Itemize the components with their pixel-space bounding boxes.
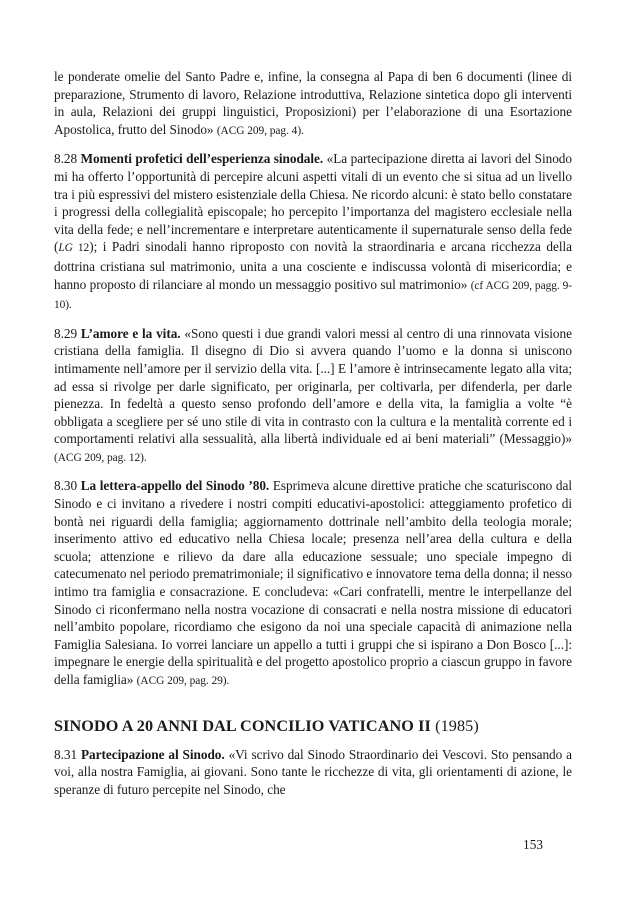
- page-number: 153: [523, 837, 543, 852]
- paragraph-text: Esprimeva alcune direttive pratiche che scaturiscono dal Sinodo e ci invitano a rivedere i nostri compiti educativi-apostolici: atteggiamento profetico di bontà nei riguardi della famiglia; aggiornamento dottrinale nell’ambito della teologia morale; inserimento attivo ed educativo nella Chiesa locale; presenza nell’area della cultura e della scuola; attenzione e rilievo da dare alla educazione sessuale; uno speciale impegno di catecumenato nel periodo prematrimoniale; il significativo e innovatore tema della donna; il nesso intimo tra famiglia e consacrazione. E concludeva: «Cari confratelli, mentre le interpellanze del Sinodo ci riconfermano nella nostra vocazione di consacrati e nella nostra missione di educatori nell’ambito popolare, ricordiamo che esigono da noi una speciale capacità di animazione nella Famiglia Salesiana. Io vorrei lanciare un appello a tutti i gruppi che si ispirano a Don Bosco [...]: impegnare le energie della spiritualità e del progetto apostolico proprio a ciascun gruppo in favore della famiglia»: [54, 478, 572, 687]
- paragraph-continuation: [54, 68, 572, 140]
- section-year: (1985): [430, 716, 479, 735]
- paragraph-text: «Sono questi i due grandi valori messi al centro di una rinnovata visione cristiana della famiglia. Il disegno di Dio si avvera quando l’uomo e la donna si uniscono intimamente nell’amore per il servizio della vita. [...] E l’amore è intrinsecamente legato alla vita; ad essa si rivolge per darle significato, per originarla, per coltivarla, per difenderla, per darle pienezza. In fedeltà a questo senso profondo dell’amore e della vita, la famiglia a volte “è obbligata a scegliere per sé uno stile di vita in contrasto con la cultura e la mentalità corrente ed i comportamenti relativi alla sessualità, alla libertà individuale ed ai beni materiali” (Messaggio)»: [54, 325, 572, 447]
- paragraph-title: L’amore e la vita.: [80, 325, 181, 341]
- section-heading: [54, 716, 572, 736]
- paragraph-text: «Vi scrivo dal Sinodo Straordinario dei Vescovi. Sto pensando a voi, alla nostra Famiglia, ai giovani. Sono tante le ricchezze di vita, gli orientamenti di azione, le speranze di futuro percepite nel Sinodo, che: [54, 746, 572, 797]
- reference: (ACG 209, pag. 4).: [216, 124, 304, 137]
- citation-lg-number: 12: [72, 242, 90, 255]
- paragraph-text-cont: ); i Padri sinodali hanno riproposto con novità la straordinaria e arcana ricchezza della dottrina cristiana sul matrimonio, unita a una cosciente e indiscussa volontà di misericordia; e hanno proposto di rilanciare al mondo un messaggio positivo sul matrimonio»: [54, 239, 572, 292]
- paragraph-number: 8.28: [54, 151, 78, 167]
- paragraph-8-28: [54, 150, 572, 314]
- reference: (ACG 209, pag. 29).: [136, 675, 230, 687]
- reference: (cf ACG 209, pagg. 9-10).: [54, 279, 572, 312]
- paragraph-text: «La partecipazione diretta ai lavori del Sinodo mi ha offerto l’opportunità di percepire alcuni aspetti vitali di un evento che si situa ad un livello tra i più espressivi del mistero esistenziale della Chiesa. Ne ricordo alcuni: è stato bello constatare i progressi della collegialità episcopale; ho percepito l’importanza del magistero ecclesiale nella vita della fede; e nell’incrementare e interpretare autenticamente il supernaturale senso della fede (: [54, 151, 573, 255]
- page-body: [54, 68, 572, 808]
- paragraph-8-30: [54, 477, 572, 690]
- section-title: SINODO A 20 ANNI DAL CONCILIO VATICANO II: [54, 716, 431, 735]
- paragraph-title: La lettera-appello del Sinodo ’80.: [80, 478, 270, 494]
- paragraph-number: 8.31: [54, 746, 78, 762]
- paragraph-8-29: [54, 325, 572, 468]
- paragraph-number: 8.30: [54, 478, 78, 494]
- paragraph-number: 8.29: [54, 325, 78, 341]
- citation-lg: LG: [58, 242, 73, 255]
- paragraph-text: le ponderate omelie del Santo Padre e, infine, la consegna al Papa di ben 6 documenti (linee di preparazione, Strumento di lavoro, Relazione introduttiva, Relazione sintetica dopo gli interventi in aula, Relazioni dei gruppi linguistici, Proposizioni) per l’elaborazione di una Esortazione Apostolica, frutto del Sinodo»: [54, 69, 572, 137]
- paragraph-title: Partecipazione al Sinodo.: [80, 746, 225, 762]
- paragraph-title: Momenti profetici dell’esperienza sinodale.: [80, 151, 324, 167]
- reference: (ACG 209, pag. 12).: [54, 451, 147, 464]
- paragraph-8-31: [54, 746, 572, 799]
